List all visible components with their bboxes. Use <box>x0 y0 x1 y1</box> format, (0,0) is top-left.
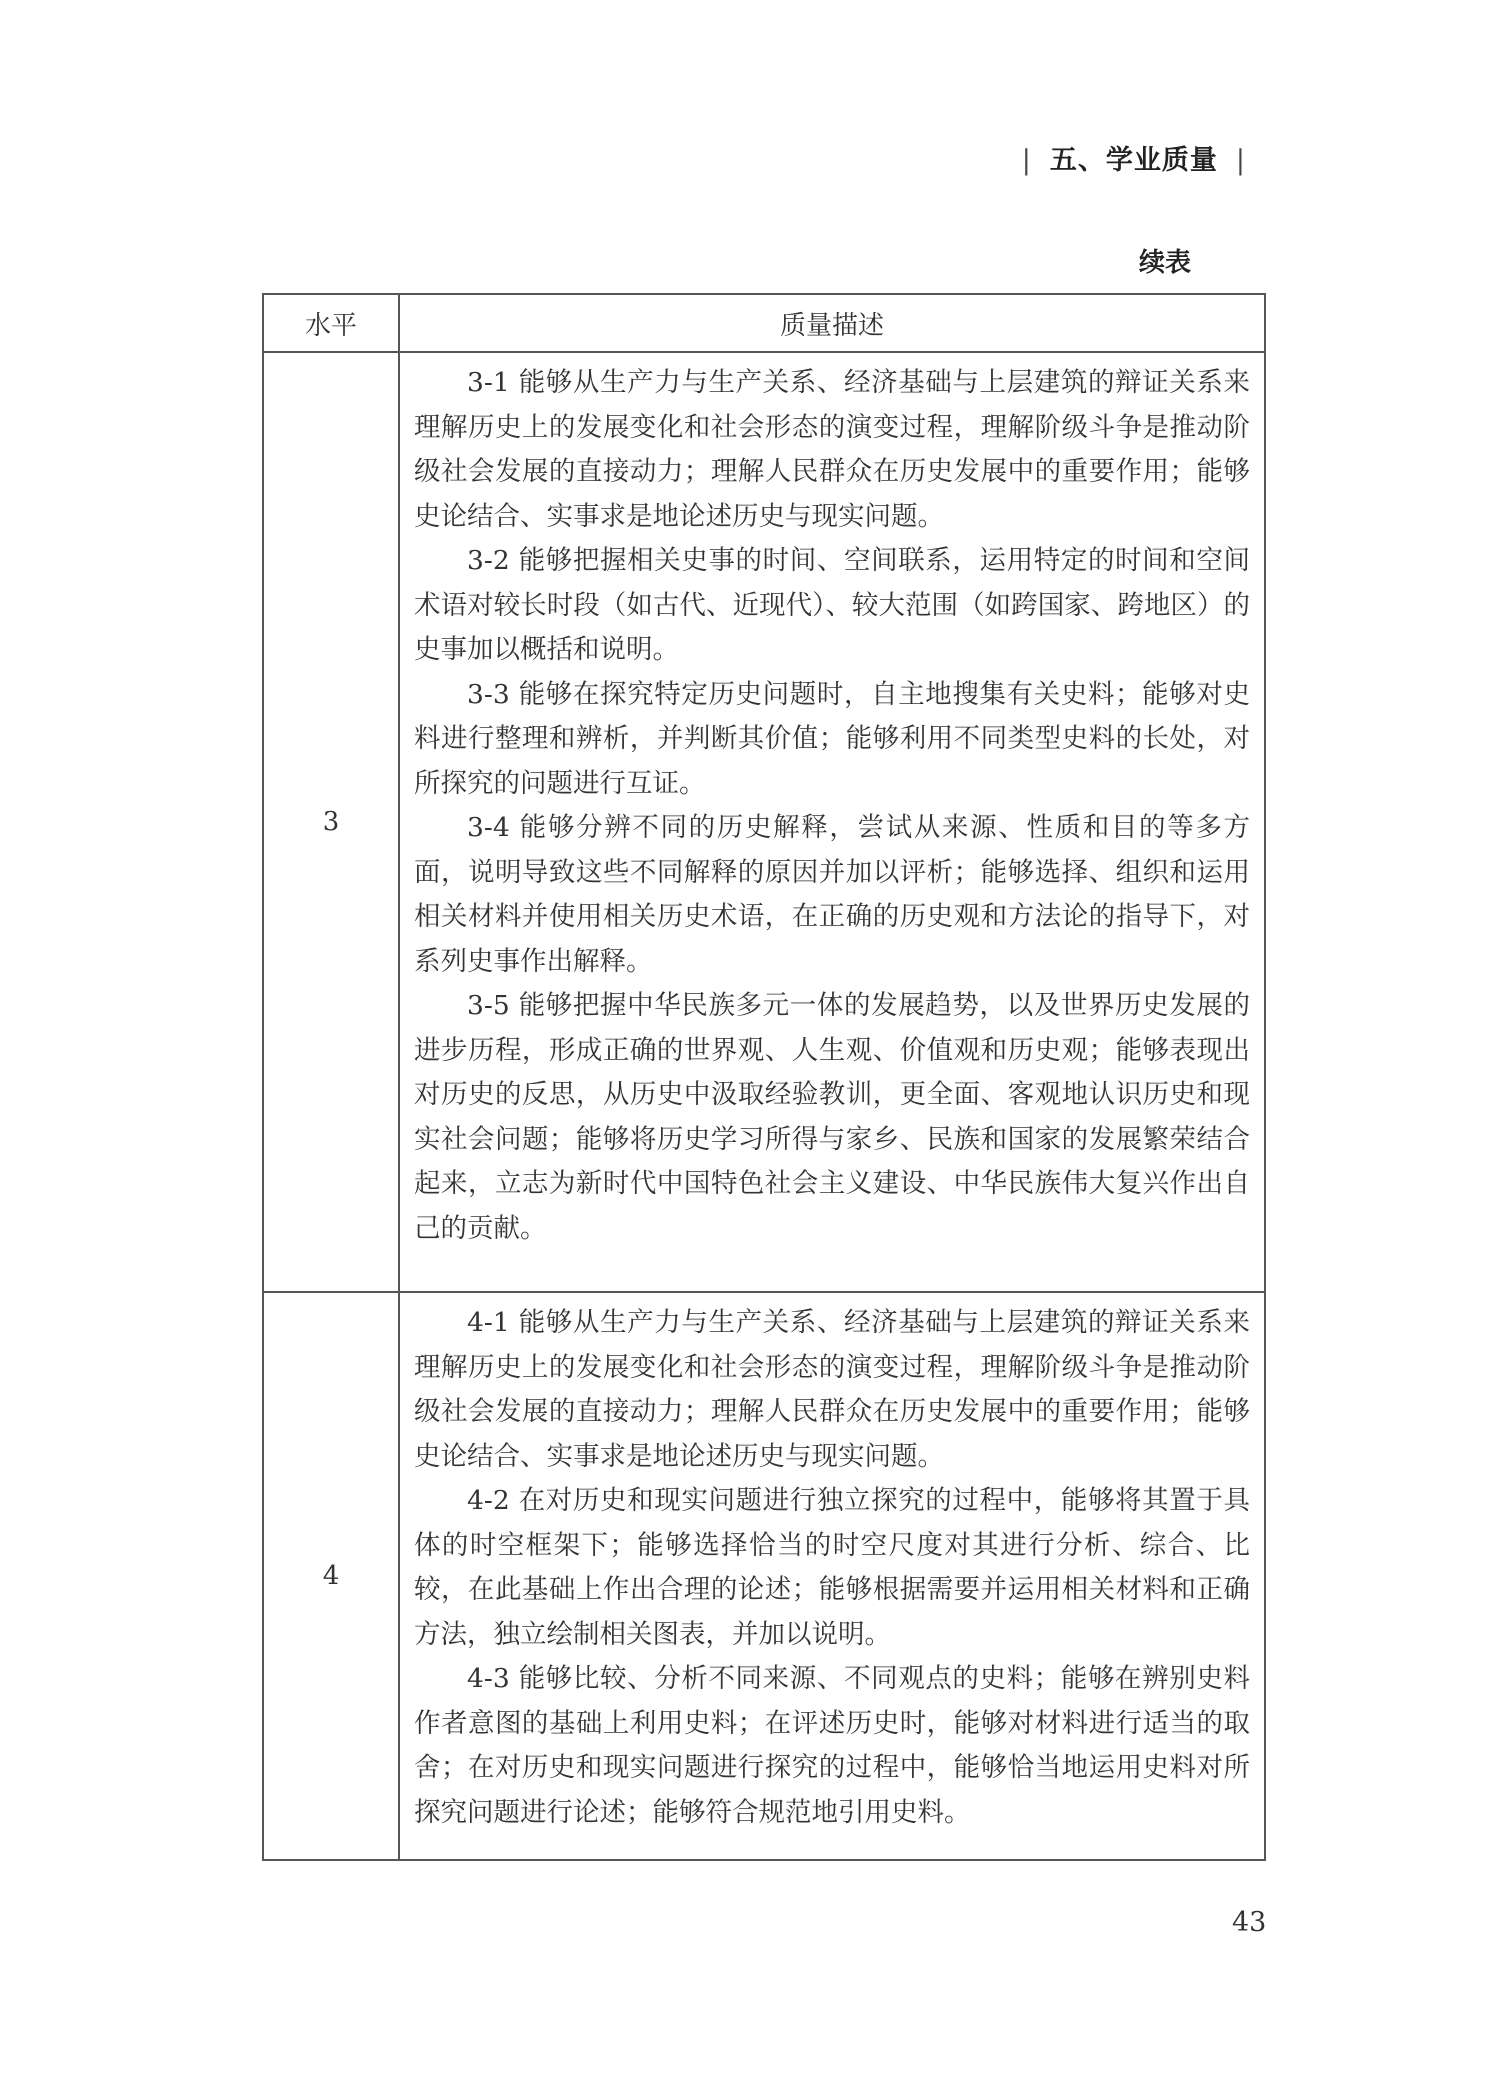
description-cell <box>399 1292 1265 1860</box>
table-row <box>263 352 1265 1292</box>
page-number: 43 <box>1232 1907 1267 1938</box>
column-header-level: 水平 <box>263 294 399 352</box>
description-cell <box>399 352 1265 1292</box>
level-cell: 3 <box>263 352 399 1292</box>
header-divider-left: | <box>1021 145 1032 176</box>
table-row <box>263 1292 1265 1860</box>
description-item: 4-2 在对历史和现实问题进行独立探究的过程中，能够将其置于具体的时空框架下；能够选择恰当的时空尺度对其进行分析、综合、比较，在此基础上作出合理的论述；能够根据需要并运用相关材料和正确方法，独立绘制相关图表，并加以说明。 <box>414 1485 1250 1650</box>
description-item: 3-2 能够把握相关史事的时间、空间联系，运用特定的时间和空间术语对较长时段（如古代、近现代）、较大范围（如跨国家、跨地区）的史事加以概括和说明。 <box>414 545 1250 665</box>
description-item: 3-5 能够把握中华民族多元一体的发展趋势，以及世界历史发展的进步历程，形成正确的世界观、人生观、价值观和历史观；能够表现出对历史的反思，从历史中汲取经验教训，更全面、客观地认识历史和现实社会问题；能够将历史学习所得与家乡、民族和国家的发展繁荣结合起来，立志为新时代中国特色社会主义建设、中华民族伟大复兴作出自己的贡献。 <box>414 990 1250 1244</box>
description-item: 3-3 能够在探究特定历史问题时，自主地搜集有关史料；能够对史料进行整理和辨析，并判断其价值；能够利用不同类型史料的长处，对所探究的问题进行互证。 <box>414 678 1250 799</box>
description-item: 3-1 能够从生产力与生产关系、经济基础与上层建筑的辩证关系来理解历史上的发展变化和社会形态的演变过程，理解阶级斗争是推动阶级社会发展的直接动力；理解人民群众在历史发展中的重要作用；能够史论结合、实事求是地论述历史与现实问题。 <box>414 367 1250 532</box>
description-item: 4-3 能够比较、分析不同来源、不同观点的史料；能够在辨别史料作者意图的基础上利用史料；在评述历史时，能够对材料进行适当的取舍；在对历史和现实问题进行探究的过程中，能够恰当地运用史料对所探究问题进行论述；能够符合规范地引用史料。 <box>414 1663 1250 1828</box>
column-header-description: 质量描述 <box>399 294 1265 352</box>
level-cell: 4 <box>263 1292 399 1860</box>
table-header-row <box>263 294 1265 352</box>
running-header <box>1004 138 1264 177</box>
table-caption: 续表 <box>1139 248 1192 278</box>
description-item: 3-4 能够分辨不同的历史解释，尝试从来源、性质和目的等多方面，说明导致这些不同解释的原因并加以评析；能够选择、组织和运用相关材料并使用相关历史术语，在正确的历史观和方法论的指导下，对系列史事作出解释。 <box>414 812 1250 977</box>
header-divider-right: | <box>1235 145 1246 176</box>
section-title: 五、学业质量 <box>1049 145 1218 176</box>
description-item: 4-1 能够从生产力与生产关系、经济基础与上层建筑的辩证关系来理解历史上的发展变化和社会形态的演变过程，理解阶级斗争是推动阶级社会发展的直接动力；理解人民群众在历史发展中的重要作用；能够史论结合、实事求是地论述历史与现实问题。 <box>414 1307 1250 1472</box>
quality-table <box>262 293 1266 1861</box>
